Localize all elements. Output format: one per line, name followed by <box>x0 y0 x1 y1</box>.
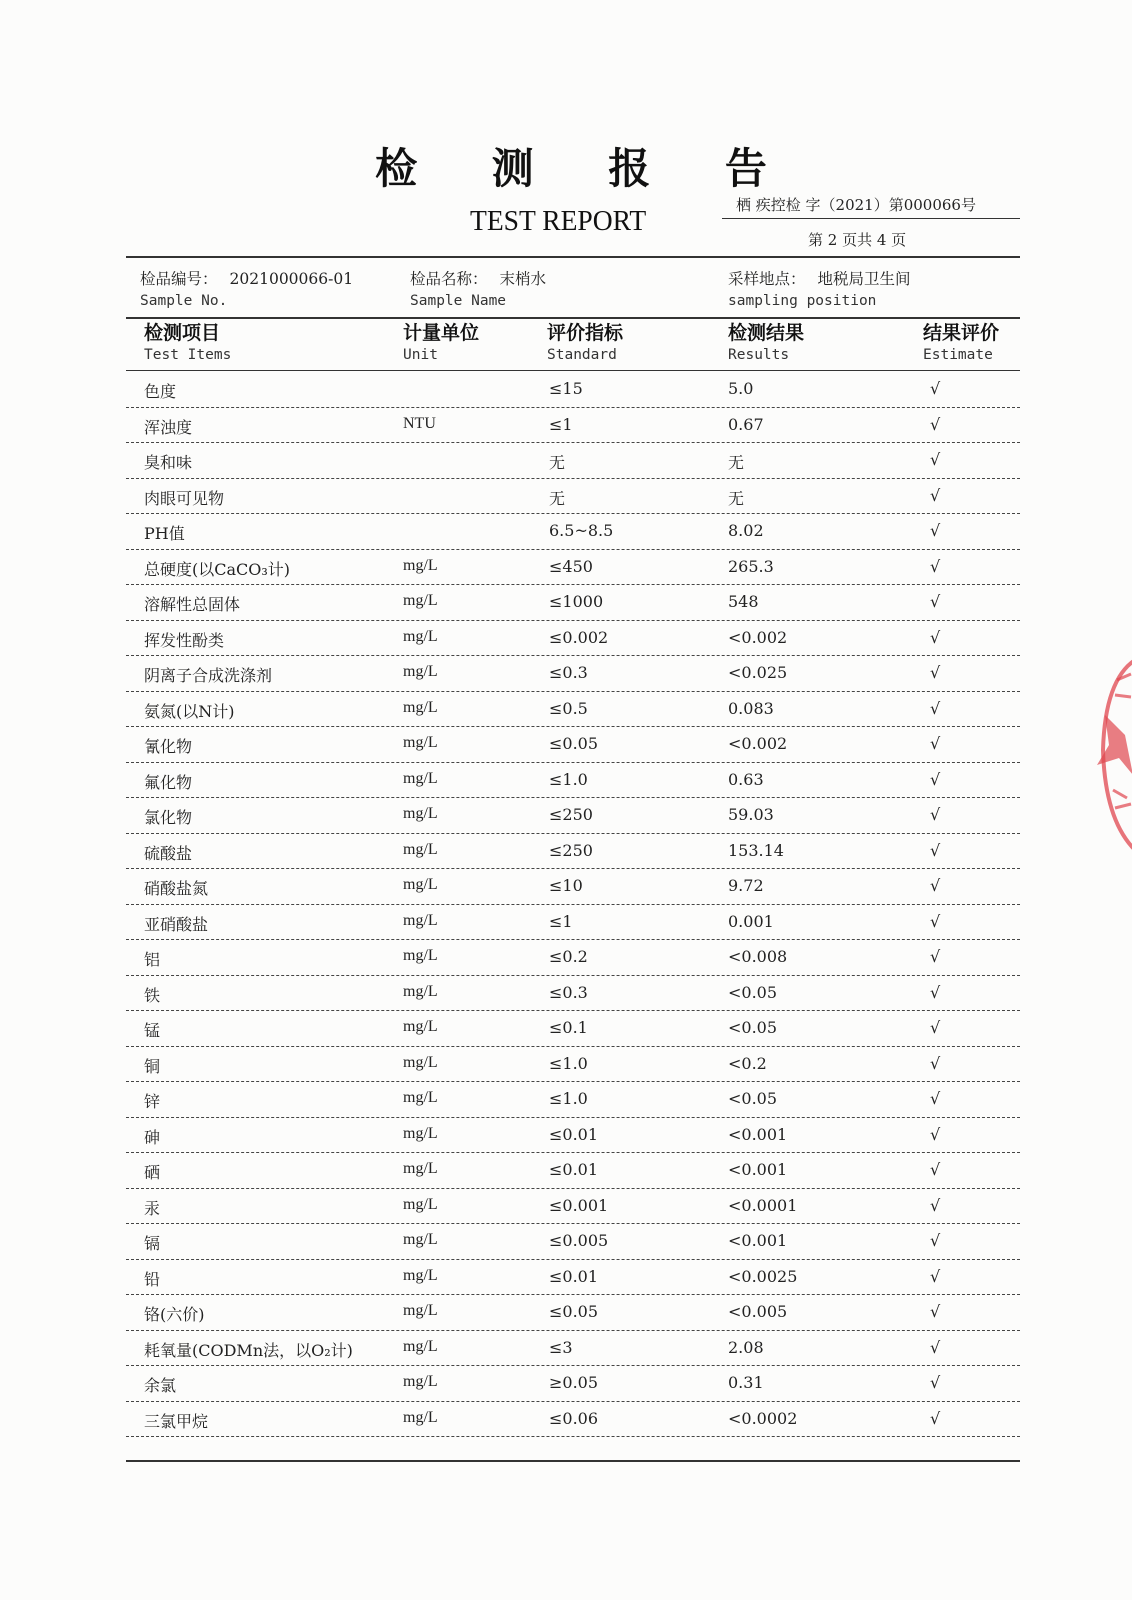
standard-cell: ≤0.3 <box>549 663 588 682</box>
standard-cell: ≤0.1 <box>549 1018 588 1037</box>
table-row <box>126 692 1020 728</box>
unit-cell: mg/L <box>403 1408 438 1426</box>
result-cell: <0.05 <box>728 982 778 1002</box>
unit-cell: mg/L <box>403 876 438 893</box>
result-cell: <0.2 <box>728 1053 767 1073</box>
table-row <box>126 798 1020 834</box>
divider <box>126 370 1020 371</box>
test-item-cell: 铝 <box>144 950 161 969</box>
test-item-cell: 硒 <box>144 1163 161 1182</box>
unit-cell: mg/L <box>403 911 438 929</box>
header-standard <box>547 322 623 366</box>
table-row <box>126 372 1020 408</box>
table-row <box>126 408 1020 444</box>
test-item-cell: 镉 <box>144 1234 161 1253</box>
result-cell: 0.63 <box>728 769 764 789</box>
standard-cell: ≤15 <box>549 379 583 398</box>
table-row <box>126 1331 1020 1367</box>
standard-cell: ≤3 <box>549 1337 573 1357</box>
estimate-cell: √ <box>930 627 941 647</box>
estimate-cell: √ <box>930 911 941 931</box>
divider <box>126 256 1020 258</box>
estimate-cell: √ <box>930 1053 941 1073</box>
header-unit-en: Unit <box>403 347 438 363</box>
header-estimate <box>923 322 999 366</box>
table-row <box>126 443 1020 479</box>
estimate-cell: √ <box>930 734 941 753</box>
standard-cell: ≤0.005 <box>549 1231 609 1250</box>
result-cell: 59.03 <box>728 805 774 824</box>
unit-cell: mg/L <box>403 1124 438 1142</box>
unit-cell: mg/L <box>403 1018 438 1035</box>
table-row <box>126 763 1020 799</box>
table-row <box>126 727 1020 763</box>
standard-cell: 无 <box>549 453 566 472</box>
estimate-cell: √ <box>930 1124 941 1144</box>
estimate-cell: √ <box>930 876 941 895</box>
sample-no-label-en: Sample No. <box>140 293 228 309</box>
result-cell: <0.001 <box>728 1124 788 1144</box>
standard-cell: ≤10 <box>549 876 583 895</box>
result-cell: 0.083 <box>728 698 774 718</box>
table-row <box>126 1082 1020 1118</box>
sampling-position-block <box>728 268 911 312</box>
estimate-cell: √ <box>930 982 941 1002</box>
estimate-cell: √ <box>930 805 941 824</box>
sample-no-block <box>140 268 353 312</box>
result-cell: 8.02 <box>728 521 764 540</box>
result-cell: <0.0025 <box>728 1266 798 1286</box>
unit-cell: mg/L <box>403 1302 438 1319</box>
table-row <box>126 656 1020 692</box>
unit-cell: mg/L <box>403 734 438 751</box>
header-test-items <box>144 322 231 366</box>
test-item-cell: 臭和味 <box>144 453 193 472</box>
standard-cell: 无 <box>549 488 566 508</box>
result-cell: 2.08 <box>728 1337 764 1357</box>
table-row <box>126 1224 1020 1260</box>
result-cell: <0.005 <box>728 1302 788 1321</box>
table-row <box>126 1047 1020 1083</box>
test-item-cell: 硫酸盐 <box>144 843 193 863</box>
estimate-cell: √ <box>930 1018 941 1037</box>
divider <box>722 218 1020 219</box>
unit-cell: mg/L <box>403 698 438 716</box>
result-cell: 5.0 <box>728 379 754 398</box>
sample-name-label-en: Sample Name <box>410 293 507 309</box>
test-item-cell: 砷 <box>144 1127 161 1147</box>
test-item-cell: 铜 <box>144 1056 161 1076</box>
table-row <box>126 1402 1020 1438</box>
estimate-cell: √ <box>930 1337 941 1357</box>
table-row <box>126 514 1020 550</box>
header-unit <box>403 322 479 366</box>
standard-cell: ≤0.01 <box>549 1124 599 1144</box>
standard-cell: ≤0.05 <box>549 734 599 753</box>
header-unit-cn: 计量单位 <box>403 322 480 344</box>
result-cell: <0.05 <box>728 1018 778 1037</box>
estimate-cell: √ <box>930 1408 941 1428</box>
unit-cell: mg/L <box>403 663 438 680</box>
estimate-cell: √ <box>930 1195 941 1215</box>
test-item-cell: 色度 <box>144 382 177 401</box>
header-results-en: Results <box>728 347 790 363</box>
header-test-items-en: Test Items <box>144 347 232 363</box>
divider <box>126 1460 1020 1462</box>
test-item-cell: 总硬度(以CaCO₃计) <box>144 559 291 579</box>
estimate-cell: √ <box>930 1373 941 1392</box>
sample-no-value: 2021000066-01 <box>229 270 354 288</box>
report-reference-number: 栖 疾控检 字（2021）第000066号 <box>736 196 976 214</box>
table-row <box>126 1189 1020 1225</box>
table-row <box>126 905 1020 941</box>
test-item-cell: 锰 <box>144 1021 161 1040</box>
test-item-cell: 铅 <box>144 1269 161 1289</box>
result-cell: 无 <box>728 488 745 508</box>
test-item-cell: 阴离子合成洗涤剂 <box>144 666 273 685</box>
table-row <box>126 1260 1020 1296</box>
standard-cell: ≤1 <box>549 911 573 931</box>
standard-cell: ≤0.01 <box>549 1266 599 1286</box>
estimate-cell: √ <box>930 414 941 434</box>
table-row <box>126 940 1020 976</box>
standard-cell: ≤1.0 <box>549 1089 588 1108</box>
standard-cell: ≤1.0 <box>549 769 588 789</box>
standard-cell: ≤0.2 <box>549 947 588 966</box>
test-item-cell: 耗氧量(CODMn法，以O₂计) <box>144 1340 353 1360</box>
sample-no-label: 检品编号： <box>140 270 218 288</box>
results-table <box>126 372 1020 1437</box>
estimate-cell: √ <box>930 1302 941 1321</box>
header-standard-en: Standard <box>547 347 617 363</box>
unit-cell: mg/L <box>403 1266 438 1284</box>
table-row <box>126 976 1020 1012</box>
standard-cell: ≤0.01 <box>549 1160 599 1179</box>
table-row <box>126 1011 1020 1047</box>
standard-cell: ≤250 <box>549 840 593 860</box>
sampling-position-label-en: sampling position <box>728 293 877 309</box>
test-item-cell: 硝酸盐氮 <box>144 879 209 898</box>
test-item-cell: 锌 <box>144 1092 161 1111</box>
unit-cell: mg/L <box>403 1195 438 1213</box>
result-cell: <0.002 <box>728 627 788 647</box>
standard-cell: ≤0.001 <box>549 1195 609 1215</box>
standard-cell: ≤450 <box>549 556 593 576</box>
table-row <box>126 869 1020 905</box>
test-item-cell: 汞 <box>144 1198 161 1218</box>
result-cell: 0.31 <box>728 1373 764 1392</box>
table-row <box>126 479 1020 515</box>
unit-cell: mg/L <box>403 1373 438 1390</box>
test-item-cell: 肉眼可见物 <box>144 488 225 508</box>
test-item-cell: 浑浊度 <box>144 417 193 437</box>
estimate-cell: √ <box>930 450 941 469</box>
result-cell: <0.008 <box>728 947 788 966</box>
table-row <box>126 621 1020 657</box>
estimate-cell: √ <box>930 1266 941 1286</box>
unit-cell: mg/L <box>403 947 438 964</box>
test-item-cell: 氨氮(以N计) <box>144 701 235 721</box>
unit-cell: mg/L <box>403 1053 438 1071</box>
test-item-cell: 氟化物 <box>144 772 193 792</box>
header-standard-cn: 评价指标 <box>547 322 624 344</box>
result-cell: <0.001 <box>728 1231 788 1250</box>
report-title-en: TEST REPORT <box>470 205 647 237</box>
estimate-cell: √ <box>930 769 941 789</box>
result-cell: <0.001 <box>728 1160 788 1179</box>
standard-cell: ≤0.002 <box>549 627 609 647</box>
table-row <box>126 585 1020 621</box>
unit-cell: mg/L <box>403 592 438 609</box>
result-cell: 0.001 <box>728 911 774 931</box>
sample-name-value: 末梢水 <box>499 270 547 288</box>
result-cell: 548 <box>728 592 759 611</box>
result-cell: 153.14 <box>728 840 784 860</box>
table-row <box>126 1295 1020 1331</box>
test-item-cell: 铁 <box>144 985 161 1005</box>
unit-cell: mg/L <box>403 769 438 787</box>
test-item-cell: 余氯 <box>144 1376 177 1395</box>
table-row <box>126 1118 1020 1154</box>
table-row <box>126 1366 1020 1402</box>
unit-cell: mg/L <box>403 982 438 1000</box>
result-cell: 9.72 <box>728 876 764 895</box>
table-row <box>126 1153 1020 1189</box>
standard-cell: ≤0.06 <box>549 1408 599 1428</box>
unit-cell: mg/L <box>403 1337 438 1355</box>
test-item-cell: 铬(六价) <box>144 1305 205 1324</box>
sample-name-label: 检品名称： <box>410 270 488 288</box>
table-row <box>126 834 1020 870</box>
unit-cell: mg/L <box>403 805 438 822</box>
estimate-cell: √ <box>930 947 941 966</box>
unit-cell: mg/L <box>403 840 438 858</box>
header-results <box>728 322 804 366</box>
standard-cell: ≥0.05 <box>549 1373 599 1392</box>
standard-cell: ≤0.5 <box>549 698 588 718</box>
estimate-cell: √ <box>930 663 941 682</box>
standard-cell: ≤0.3 <box>549 982 588 1002</box>
unit-cell: mg/L <box>403 1231 438 1248</box>
sample-name-block <box>410 268 546 312</box>
header-estimate-en: Estimate <box>923 347 993 363</box>
table-row <box>126 550 1020 586</box>
test-item-cell: 三氯甲烷 <box>144 1411 209 1431</box>
unit-cell: NTU <box>403 414 436 432</box>
test-item-cell: PH值 <box>144 524 185 543</box>
standard-cell: ≤1 <box>549 414 573 434</box>
estimate-cell: √ <box>930 521 941 540</box>
sampling-position-label: 采样地点： <box>728 270 806 288</box>
red-seal-stamp <box>1095 640 1132 860</box>
test-item-cell: 氰化物 <box>144 737 193 756</box>
page-number: 第 2 页共 4 页 <box>808 231 907 249</box>
test-item-cell: 溶解性总固体 <box>144 595 241 614</box>
estimate-cell: √ <box>930 840 941 860</box>
estimate-cell: √ <box>930 1089 941 1108</box>
unit-cell: mg/L <box>403 1089 438 1106</box>
result-cell: <0.0002 <box>728 1408 798 1428</box>
standard-cell: 6.5~8.5 <box>549 521 614 540</box>
header-results-cn: 检测结果 <box>728 322 805 344</box>
estimate-cell: √ <box>930 556 941 576</box>
test-item-cell: 挥发性酚类 <box>144 630 225 650</box>
standard-cell: ≤0.05 <box>549 1302 599 1321</box>
estimate-cell: √ <box>930 379 941 398</box>
result-cell: 无 <box>728 453 745 472</box>
standard-cell: ≤250 <box>549 805 593 824</box>
divider <box>126 317 1020 319</box>
result-cell: <0.025 <box>728 663 788 682</box>
unit-cell: mg/L <box>403 1160 438 1177</box>
standard-cell: ≤1000 <box>549 592 604 611</box>
result-cell: <0.05 <box>728 1089 778 1108</box>
unit-cell: mg/L <box>403 556 438 574</box>
estimate-cell: √ <box>930 485 941 505</box>
header-test-items-cn: 检测项目 <box>144 322 221 344</box>
estimate-cell: √ <box>930 698 941 718</box>
test-item-cell: 氯化物 <box>144 808 193 827</box>
estimate-cell: √ <box>930 1231 941 1250</box>
header-estimate-cn: 结果评价 <box>923 322 1000 344</box>
result-cell: 0.67 <box>728 414 764 434</box>
unit-cell: mg/L <box>403 627 438 645</box>
estimate-cell: √ <box>930 592 941 611</box>
result-cell: <0.0001 <box>728 1195 798 1215</box>
report-title-cn: 检 测 报 告 <box>375 144 797 193</box>
standard-cell: ≤1.0 <box>549 1053 588 1073</box>
sampling-position-value: 地税局卫生间 <box>817 270 911 288</box>
result-cell: <0.002 <box>728 734 788 753</box>
result-cell: 265.3 <box>728 556 774 576</box>
estimate-cell: √ <box>930 1160 941 1179</box>
test-item-cell: 亚硝酸盐 <box>144 914 209 934</box>
